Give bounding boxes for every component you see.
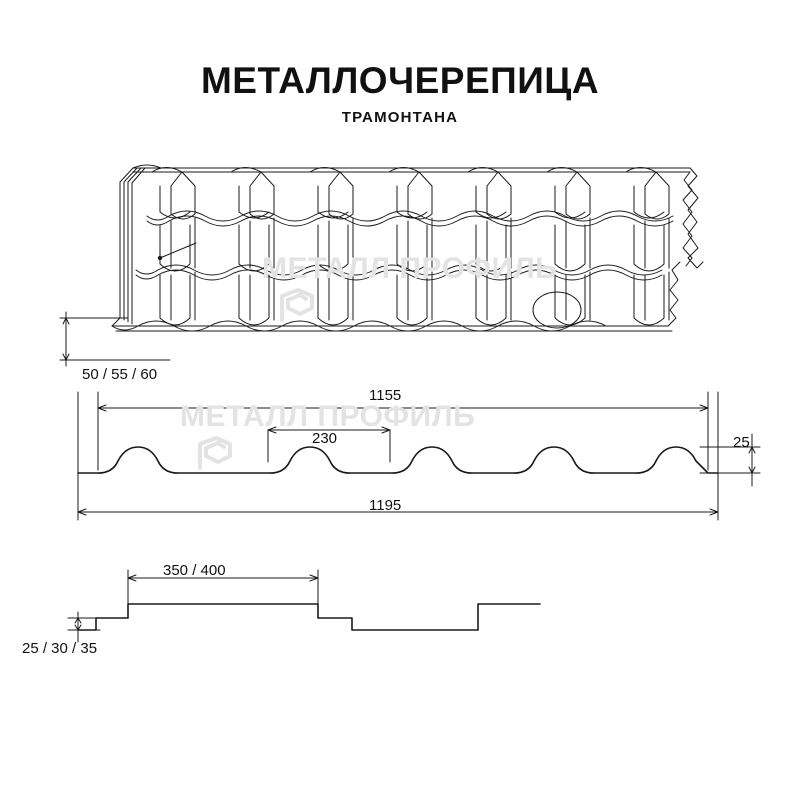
dimension-step-rise: 25 / 30 / 35 [22, 640, 98, 657]
dimension-step-length: 350 / 400 [163, 562, 226, 579]
side-view [68, 570, 540, 642]
page-title: МЕТАЛЛОЧЕРЕПИЦА [200, 60, 600, 101]
page-subtitle: ТРАМОНТАНА [341, 108, 459, 126]
watermark-text-1: МЕТАЛЛ ПРОФИЛЬ [262, 252, 558, 285]
dimension-step-height: 50 / 55 / 60 [82, 366, 158, 383]
watermark-text-2: МЕТАЛЛ ПРОФИЛЬ [180, 400, 476, 433]
dimension-total-width: 1195 [369, 497, 402, 514]
dimension-profile-height: 25 [733, 434, 750, 451]
dimension-wave-pitch: 230 [312, 430, 338, 447]
dimension-useful-width: 1155 [369, 387, 402, 404]
isometric-view [60, 165, 703, 366]
cross-section-view [78, 392, 760, 520]
